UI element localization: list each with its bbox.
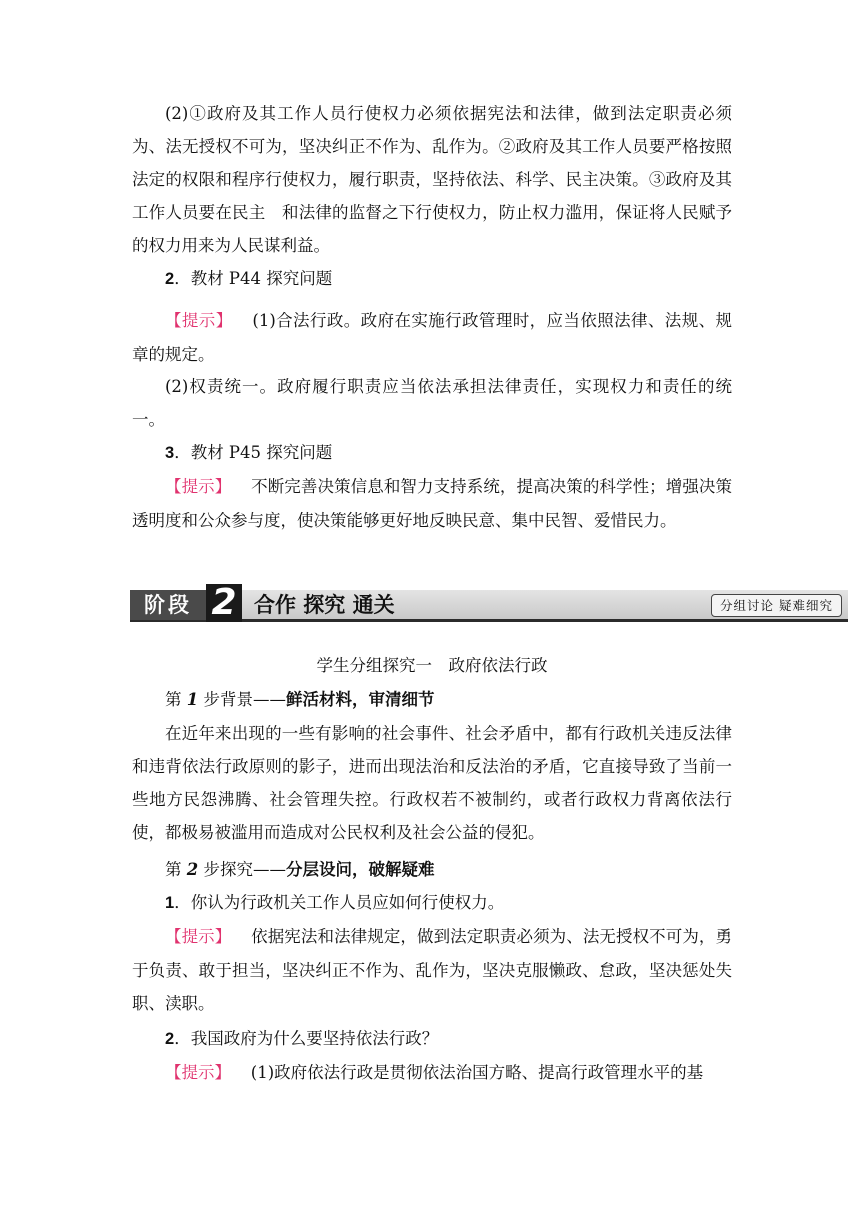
paragraph-hint-3 — [132, 920, 732, 1020]
step-label: 步背景—— — [198, 690, 286, 709]
question-text: ．我国政府为什么要坚持依法行政？ — [174, 1029, 439, 1048]
hint-text: 依据宪法和法律规定，做到法定职责必须为、法无授权不可为，勇于负责、敢于担当，坚决纠正不作为、乱作为，坚决克服懒政、怠政，坚决惩处失职、渎职。 — [132, 927, 733, 1013]
step-label: 步探究—— — [198, 860, 286, 879]
paragraph-hint-2 — [132, 470, 732, 537]
hint-text: (1)合法行政。政府在实施行政管理时，应当依照法律、法规、规章的规定。 — [132, 311, 733, 364]
paragraph-hint-1 — [132, 304, 732, 371]
step-focus: 分层设问，破解疑难 — [285, 861, 435, 879]
paragraph-background: 在近年来出现的一些有影响的社会事件、社会矛盾中，都有行政机关违反法律和违背依法行政原则的影子，进而出现法治和反法治的矛盾，它直接导致了当前一些地方民怨沸腾、社会管理失控。行政权若不被制约，或者行政权力背离依法行使，都极易被滥用而造成对公民权利及社会公益的侵犯。 — [132, 724, 732, 842]
banner-title: 合作 探究 通关 — [254, 593, 395, 617]
banner-pill: 分组讨论 疑难细究 — [711, 594, 842, 617]
hint-label: 【提示】 — [165, 1064, 231, 1082]
step-focus: 鲜活材料，审清细节 — [285, 691, 435, 709]
item-title: ．教材 P44 探究问题 — [174, 269, 333, 288]
question-number: 2 — [165, 1030, 175, 1048]
step-2-heading — [132, 853, 732, 887]
paragraph-hint-4 — [132, 1056, 732, 1090]
stage-banner — [130, 582, 848, 623]
hint-label: 【提示】 — [165, 928, 232, 946]
item-number: 3 — [165, 444, 175, 462]
item-number: 2 — [165, 270, 175, 288]
hint-label: 【提示】 — [165, 478, 232, 496]
step-prefix: 第 — [165, 690, 187, 709]
paragraph-answer-3: (2)权责统一。政府履行职责应当依法承担法律责任，实现权力和责任的统一。 — [132, 377, 732, 429]
banner-stage-number: 2 — [206, 584, 242, 622]
item-title: ．教材 P45 探究问题 — [174, 443, 333, 462]
hint-text: 不断完善决策信息和智力支持系统，提高决策的科学性；增强决策透明度和公众参与度，使决策能够更好地反映民意、集中民智、爱惜民力。 — [132, 477, 733, 530]
step-1-heading — [132, 683, 732, 717]
section-subtitle: 学生分组探究一 政府依法行政 — [316, 656, 548, 675]
heading-item-2 — [132, 262, 732, 296]
question-1 — [132, 886, 732, 920]
banner-stage-label: 阶段 — [130, 590, 206, 620]
step-number: 1 — [186, 690, 199, 709]
question-text: ．你认为行政机关工作人员应如何行使权力。 — [174, 893, 505, 912]
hint-text: (1)政府依法行政是贯彻依法治国方略、提高行政管理水平的基 — [250, 1063, 704, 1082]
step-number: 2 — [186, 860, 199, 879]
question-number: 1 — [165, 894, 175, 912]
hint-label: 【提示】 — [165, 312, 233, 330]
question-2 — [132, 1022, 732, 1056]
heading-item-3 — [132, 436, 732, 470]
paragraph-answer-2: (2)①政府及其工作人员行使权力必须依据宪法和法律，做到法定职责必须为、法无授权不可为，坚决纠正不作为、乱作为。②政府及其工作人员要严格按照法定的权限和程序行使权力，履行职责，坚持依法、科学、民主决策。③政府及其工作人员要在民主 和法律的监督之下行使权力，防止权力滥用，保证将人民赋予的权力用来为人民谋利益。 — [132, 104, 732, 255]
step-prefix: 第 — [165, 860, 187, 879]
